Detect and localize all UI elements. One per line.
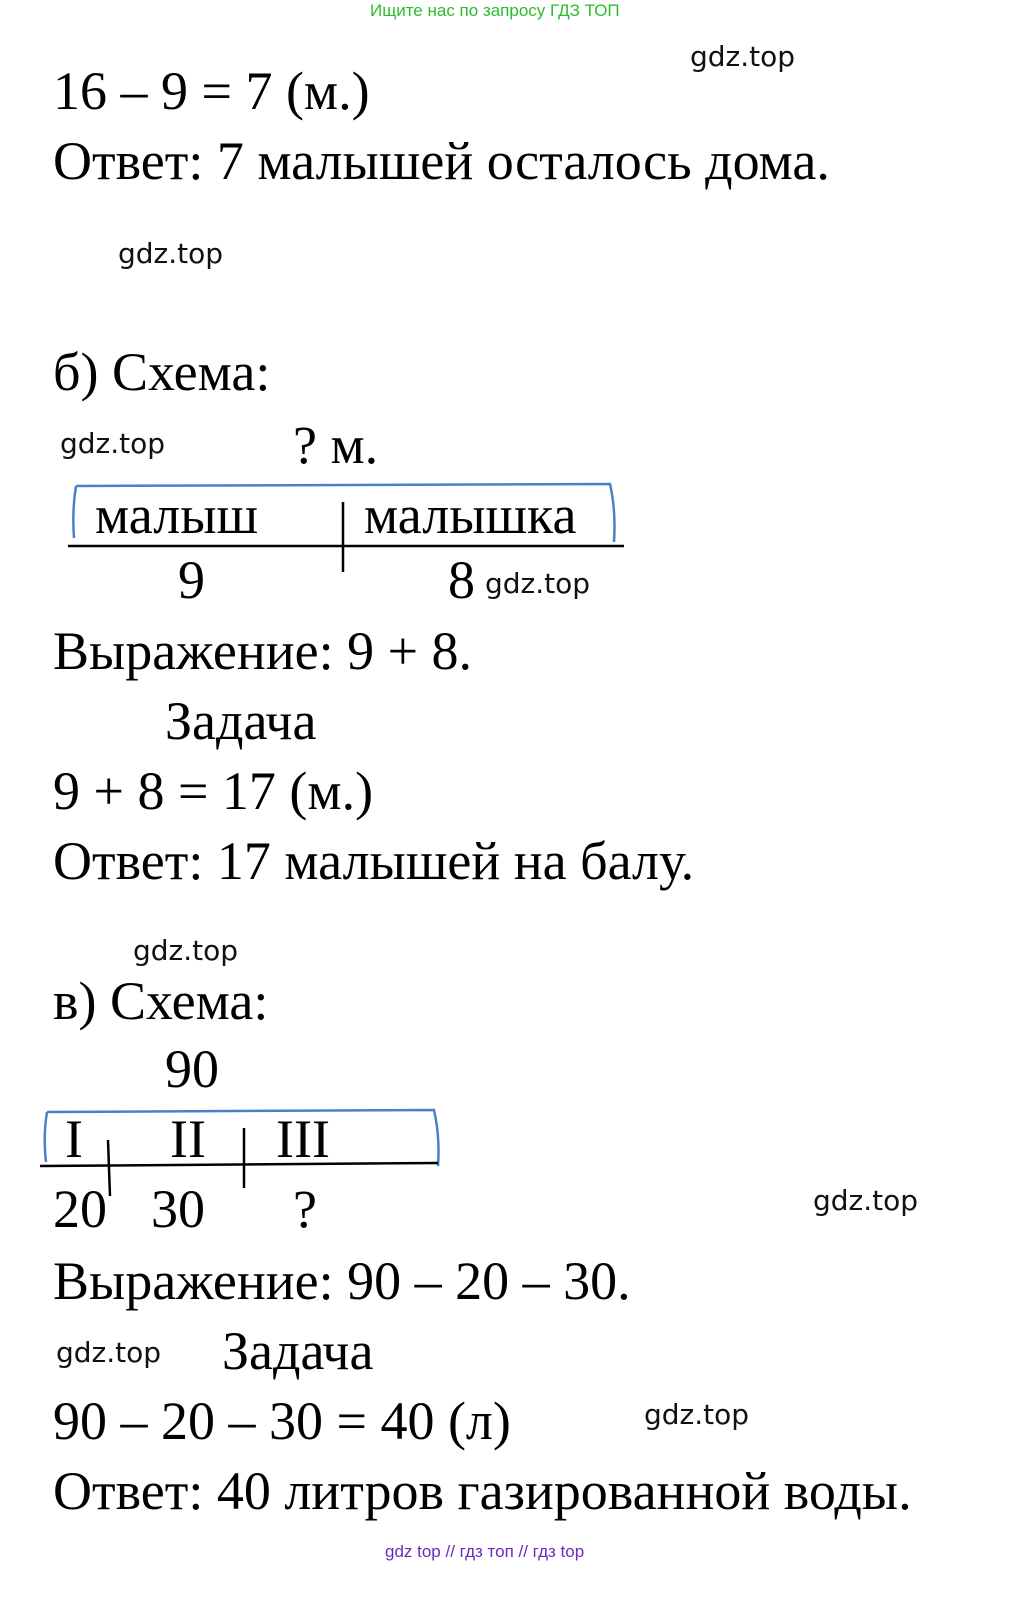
heading-c: в) Схема:: [53, 971, 269, 1031]
answer-c: Ответ: 40 литров газированной воды.: [53, 1461, 912, 1521]
expression-b: Выражение: 9 + 8.: [53, 621, 473, 681]
baseline-c: [40, 1163, 438, 1166]
footer-links[interactable]: gdz top // гдз топ // гдз top: [385, 1542, 585, 1561]
watermark: gdz.top: [118, 237, 224, 270]
val2-c: 30: [151, 1179, 205, 1239]
watermark: gdz.top: [813, 1184, 919, 1217]
divider-c1: [108, 1140, 110, 1196]
watermark: gdz.top: [133, 934, 239, 967]
watermark: gdz.top: [644, 1398, 750, 1431]
segment-right-label: малышка: [364, 485, 577, 545]
task-label-c: Задача: [222, 1321, 374, 1381]
equation-b: 9 + 8 = 17 (м.): [53, 761, 374, 821]
search-banner[interactable]: Ищите нас по запросу ГДЗ ТОП: [370, 1, 620, 20]
watermark: gdz.top: [485, 567, 591, 600]
value-left-b: 9: [178, 550, 205, 610]
watermark: gdz.top: [60, 427, 166, 460]
seg1-label: I: [65, 1109, 83, 1169]
seg3-label: III: [276, 1109, 330, 1169]
answer-a: Ответ: 7 малышей осталось дома.: [53, 131, 830, 191]
bracket-c: [45, 1109, 439, 1169]
segment-left-label: малыш: [95, 485, 259, 545]
val3-c: ?: [293, 1179, 317, 1239]
expression-c: Выражение: 90 – 20 – 30.: [53, 1251, 631, 1311]
equation-c: 90 – 20 – 30 = 40 (л): [53, 1391, 511, 1451]
equation-a: 16 – 9 = 7 (м.): [53, 61, 370, 121]
value-right-b: 8: [448, 550, 475, 610]
seg2-label: II: [170, 1109, 206, 1169]
watermark: gdz.top: [690, 40, 796, 73]
question-total-b: ? м.: [293, 415, 379, 475]
answer-b: Ответ: 17 малышей на балу.: [53, 831, 695, 891]
total-c: 90: [165, 1039, 219, 1099]
task-label-b: Задача: [165, 691, 317, 751]
watermark: gdz.top: [56, 1336, 162, 1369]
heading-b: б) Схема:: [53, 342, 271, 402]
val1-c: 20: [53, 1179, 107, 1239]
